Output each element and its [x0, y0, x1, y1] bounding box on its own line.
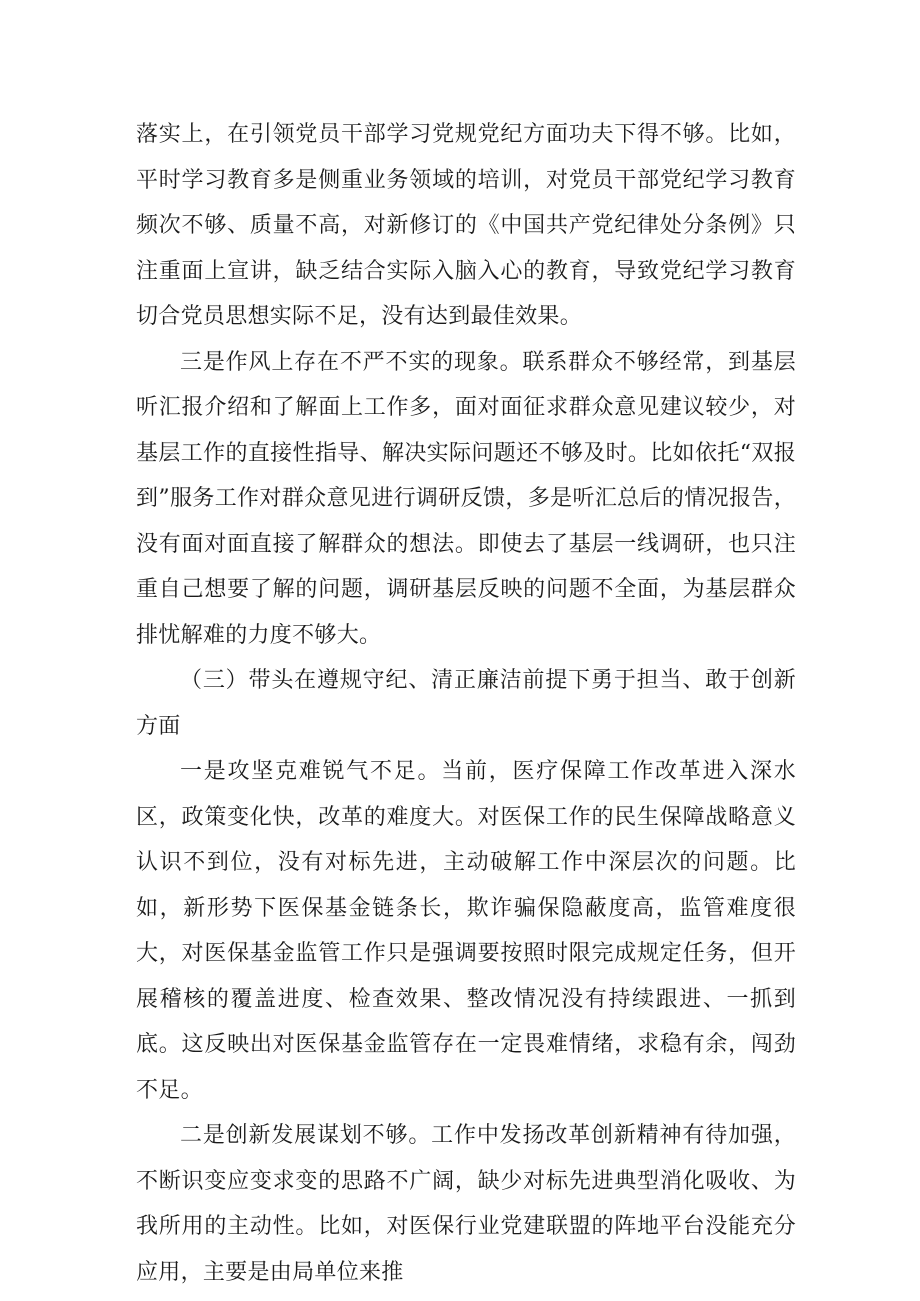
paragraph-continuation: 落实上，在引领党员干部学习党规党纪方面功夫下得不够。比如，平时学习教育多是侧重业务领域的培训，对党员干部党纪学习教育频次不够、质量不高，对新修订的《中国共产党纪律处分条例》只注重面上宣讲，缺乏结合实际入脑入心的教育，导致党纪学习教育切合党员思想实际不足，没有达到最佳效果。 — [136, 122, 796, 329]
section-heading: （三）带头在遵规守纪、清正廉洁前提下勇于担当、敢于创新方面 — [136, 668, 796, 739]
paragraph-tackling-difficulties: 一是攻坚克难锐气不足。当前，医疗保障工作改革进入深水区，政策变化快，改革的难度大。对医保工作的民生保障战略意义认识不到位，没有对标先进，主动破解工作中深层次的问题。比如，新形势下医保基金链条长，欺诈骗保隐蔽度高，监管难度很大，对医保基金监管工作只是强调要按照时限完成规定任务，但开展稽核的覆盖进度、检查效果、整改情况没有持续跟进、一抓到底。这反映出对医保基金监管存在一定畏难情绪，求稳有余，闯劲不足。 — [136, 759, 796, 1103]
paragraph-work-style: 三是作风上存在不严不实的现象。联系群众不够经常，到基层听汇报介绍和了解面上工作多，面对面征求群众意见建议较少，对基层工作的直接性指导、解决实际问题还不够及时。比如依托“双报到”服务工作对群众意见进行调研反馈，多是听汇总后的情况报告，没有面对面直接了解群众的想法。即使去了基层一线调研，也只注重自己想要了解的问题，调研基层反映的问题不全面，为基层群众排忧解难的力度不够大。 — [136, 349, 796, 648]
paragraph-innovation: 二是创新发展谋划不够。工作中发扬改革创新精神有待加强，不断识变应变求变的思路不广阔，缺少对标先进典型消化吸收、为我所用的主动性。比如，对医保行业党建联盟的阵地平台没能充分应用，主要是由局单位来推 — [136, 1123, 796, 1285]
document-body — [136, 112, 796, 1295]
